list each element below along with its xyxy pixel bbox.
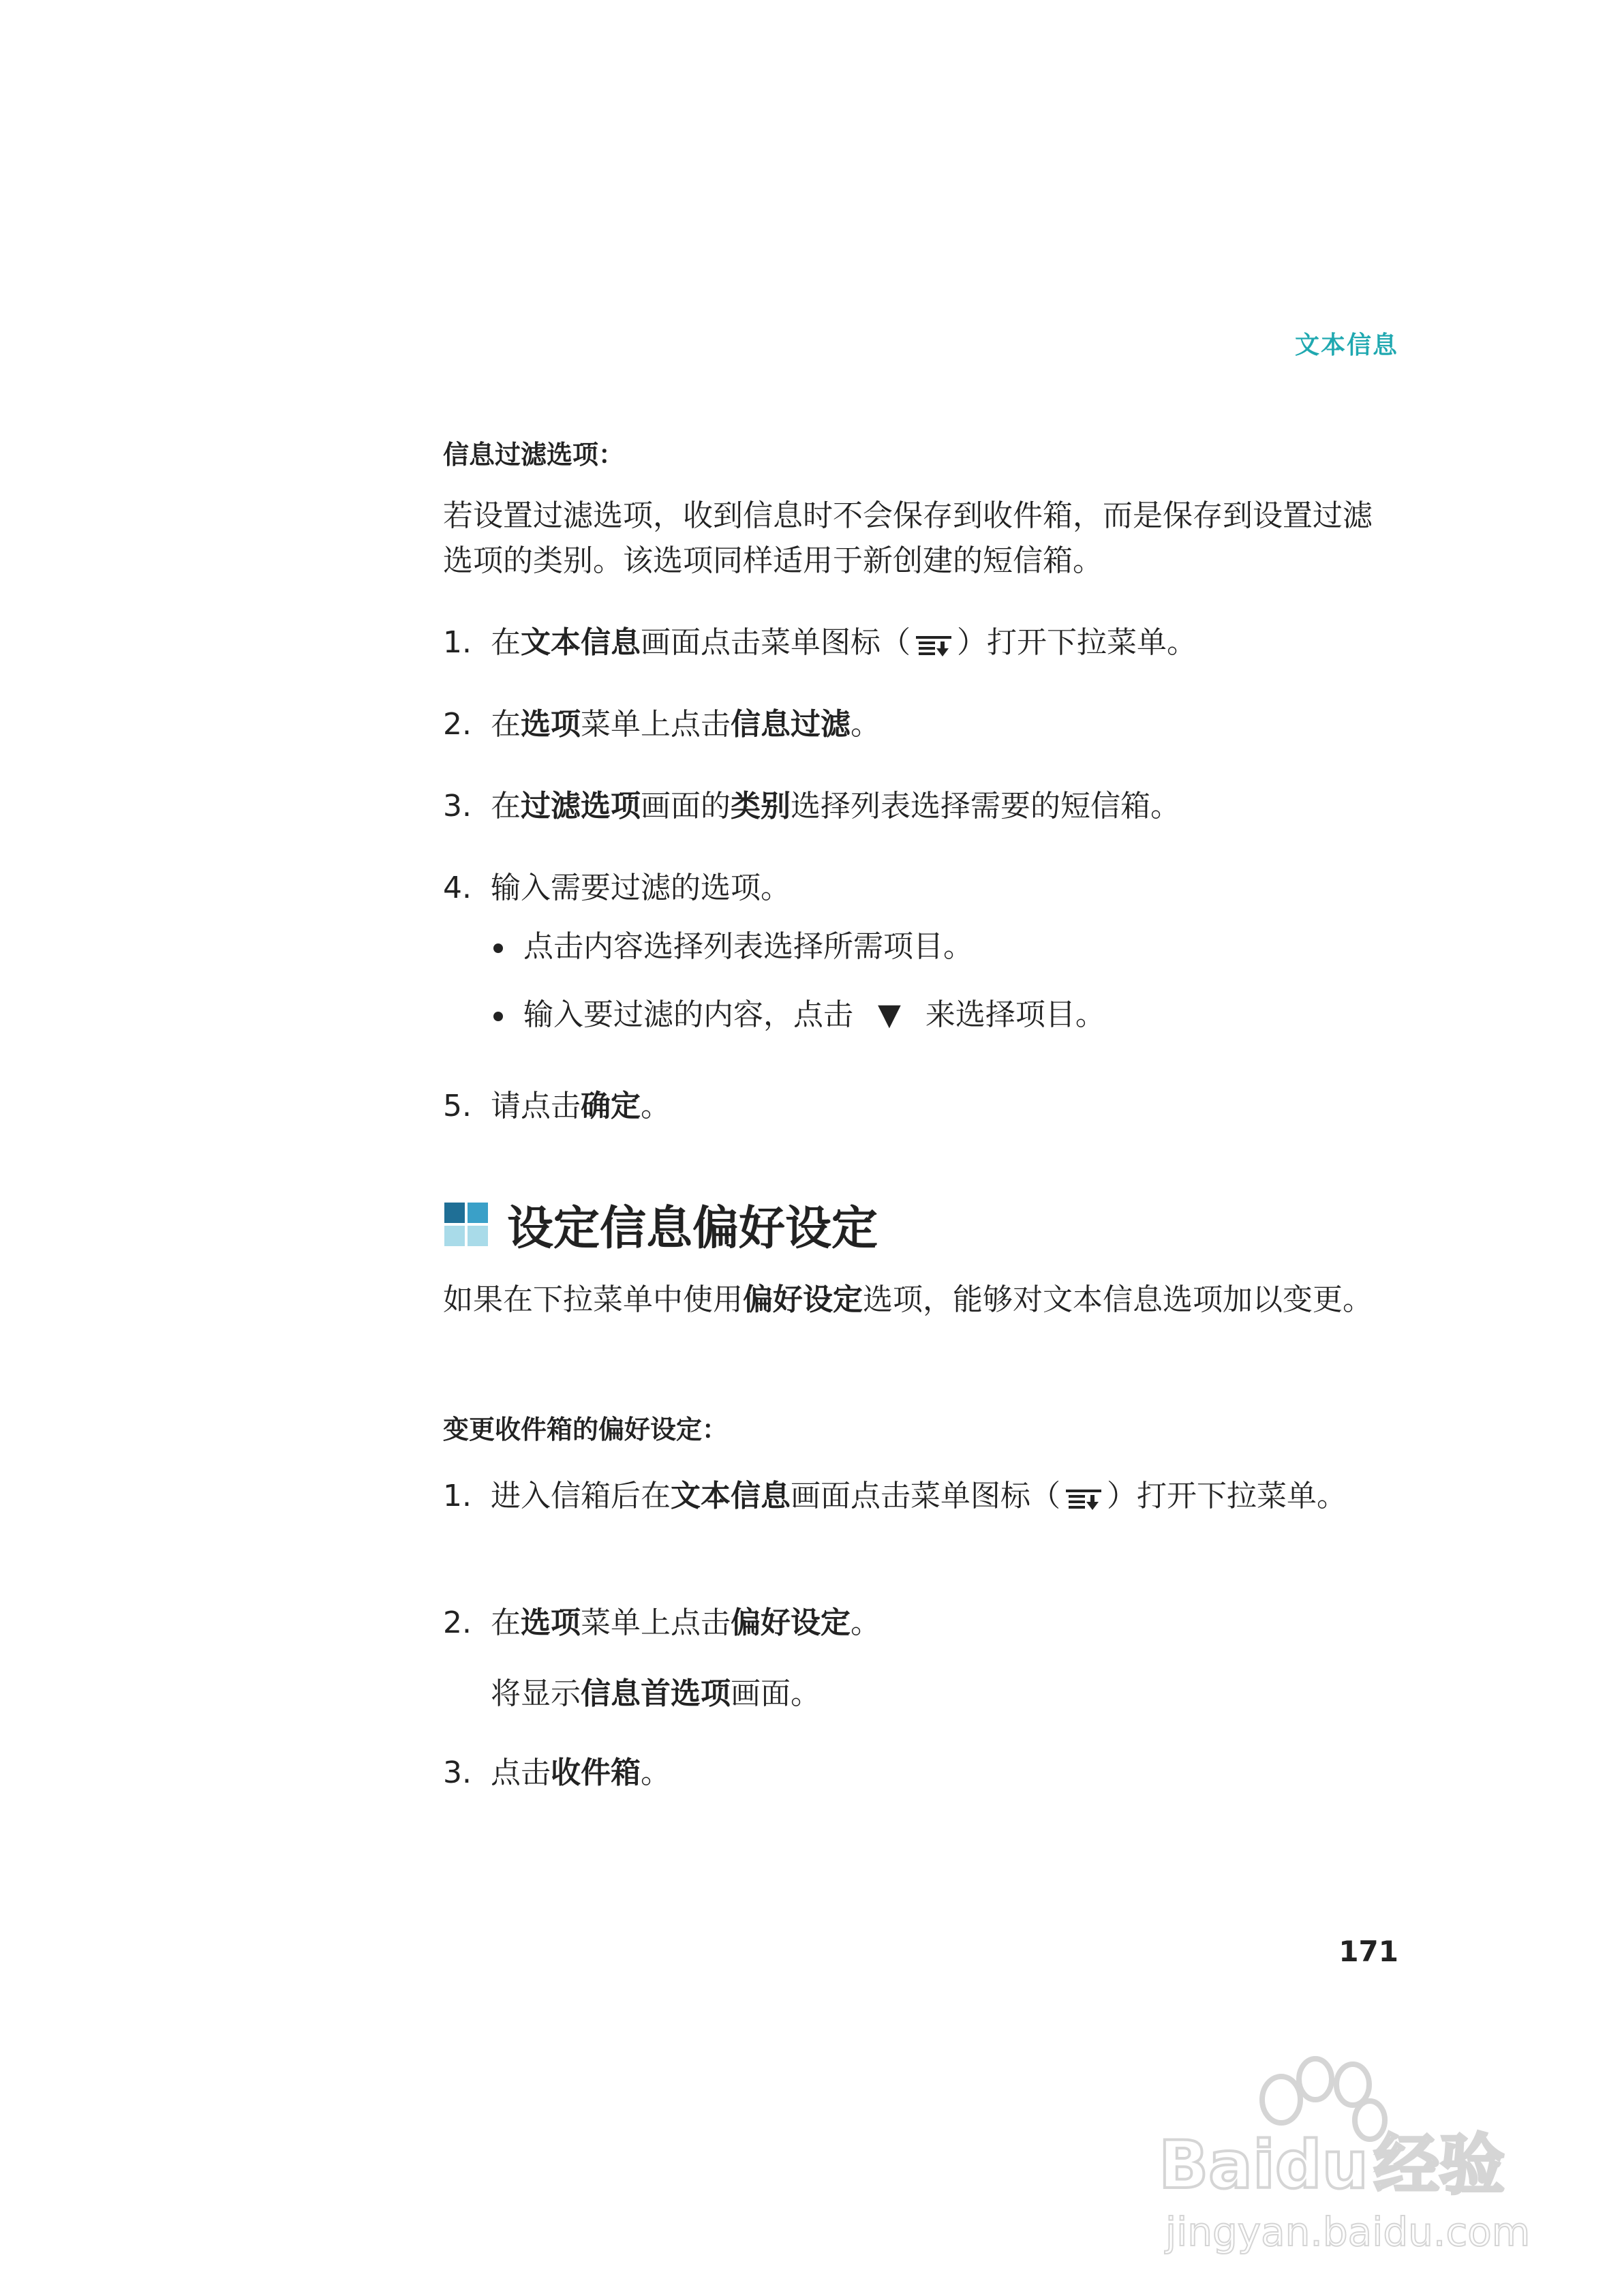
step-number: 2.	[443, 1605, 472, 1640]
bullet-item: 点击内容选择列表选择所需项目。	[523, 924, 973, 969]
step-number: 3.	[443, 789, 472, 824]
filter-step-5: 5. 请点击确定。	[491, 1084, 671, 1129]
ui-term: 偏好设定	[731, 1605, 851, 1640]
running-header: 文本信息	[1294, 331, 1398, 359]
ui-term: 偏好设定	[743, 1282, 863, 1317]
ui-term: 类别	[731, 789, 791, 824]
filter-heading: 信息过滤选项：	[443, 440, 625, 470]
menu-dropdown-icon	[1065, 1482, 1103, 1509]
filter-step-2: 2. 在选项菜单上点击信息过滤。	[491, 702, 881, 747]
bullet-item: 输入要过滤的内容，点击 ▼ 来选择项目。	[523, 993, 1105, 1038]
ui-term: 确定	[581, 1089, 641, 1123]
ui-term: 信息首选项	[581, 1676, 731, 1711]
step-number: 5.	[443, 1089, 472, 1123]
ui-term: 选项	[521, 1605, 581, 1640]
step-number: 1.	[443, 625, 472, 660]
page-number: 171	[1338, 1935, 1398, 1968]
section-title: 设定信息偏好设定	[507, 1202, 878, 1256]
filter-step-3: 3. 在过滤选项画面的类别选择列表选择需要的短信箱。	[491, 784, 1180, 829]
ui-term: 过滤选项	[521, 789, 641, 824]
filter-step-4: 4. 输入需要过滤的选项。	[491, 866, 791, 911]
pref-step-1: 1. 进入信箱后在文本信息画面点击菜单图标（ ）打开下拉菜单。	[491, 1474, 1397, 1519]
watermark-logo	[1159, 2052, 1581, 2256]
step-number: 4.	[443, 871, 472, 905]
pref-sub-heading: 变更收件箱的偏好设定：	[443, 1415, 729, 1445]
pref-step-3: 3. 点击收件箱。	[491, 1751, 671, 1796]
pref-intro: 如果在下拉菜单中使用偏好设定选项，能够对文本信息选项加以变更。	[443, 1282, 1373, 1317]
filter-intro: 若设置过滤选项，收到信息时不会保存到收件箱，而是保存到设置过滤选项的类别。该选项同样适用于新创建的短信箱。	[443, 498, 1373, 578]
step-number: 3.	[443, 1755, 472, 1790]
bullet-dot	[493, 943, 503, 953]
pref-step-2-note: 将显示信息首选项画面。	[491, 1676, 821, 1711]
ui-term: 文本信息	[671, 1479, 791, 1513]
triangle-down-icon: ▼	[878, 997, 901, 1032]
watermark-brand-2: du	[1274, 2127, 1368, 2203]
step-number: 1.	[443, 1479, 472, 1513]
pref-step-2: 2. 在选项菜单上点击偏好设定。	[491, 1601, 881, 1646]
watermark-cn: 经验	[1373, 2127, 1505, 2203]
step-number: 2.	[443, 707, 472, 742]
watermark-url: jingyan.baidu.com	[1165, 2209, 1531, 2255]
ui-term: 选项	[521, 707, 581, 742]
menu-dropdown-icon	[915, 629, 953, 656]
ui-term: 信息过滤	[731, 707, 851, 742]
ui-term: 收件箱	[551, 1755, 641, 1790]
bullet-dot	[493, 1012, 503, 1021]
filter-step-1: 1. 在文本信息画面点击菜单图标（ ）打开下拉菜单。	[491, 620, 1197, 665]
section-square-icon	[444, 1203, 488, 1246]
watermark-brand: Bai	[1159, 2127, 1275, 2203]
ui-term: 文本信息	[521, 625, 641, 660]
